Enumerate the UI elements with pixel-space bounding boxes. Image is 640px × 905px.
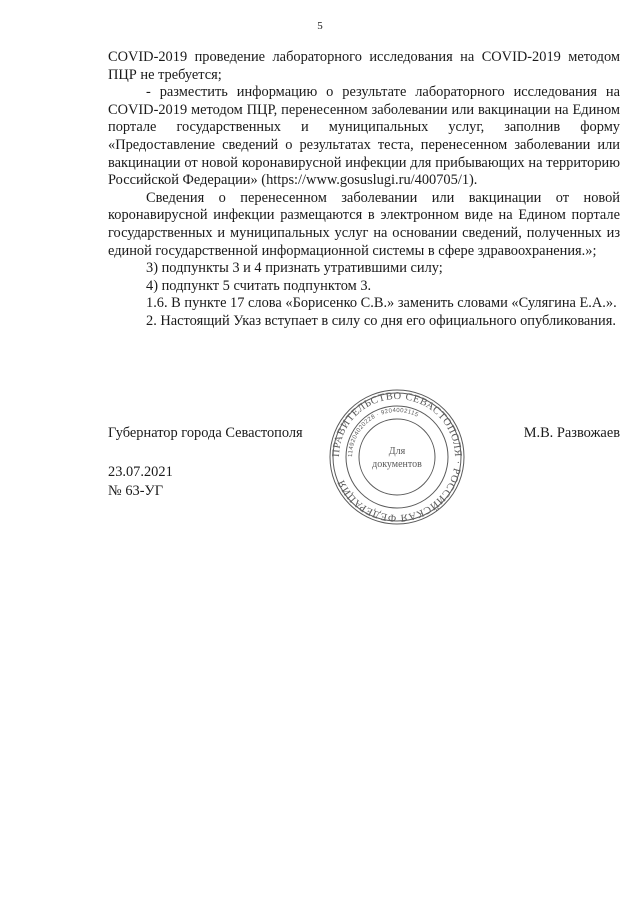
document-number: № 63-УГ xyxy=(108,483,164,499)
paragraph-subitem-3: 3) подпункты 3 и 4 признать утратившими силу; xyxy=(146,260,443,277)
seal-outer-text: ПРАВИТЕЛЬСТВО СЕВАСТОПОЛЯ · РОССИЙСКАЯ ФЕДЕРАЦИЯ xyxy=(330,390,464,524)
paragraph-post-info: - разместить информацию о результате лабораторного исследования на COVID-2019 методом ПЦР, перенесенном заболевании или вакцинации на Едином портале государственных и муниципальных услуг, заполнив форму «Предоставление сведений о результатах теста, перенесенном заболевании или вакцинации от новой коронавирусной инфекции для прибывающих на территорию Российской Федерации» (https://www.gosuslugi.ru/400705/1). xyxy=(108,84,620,189)
seal-middle-ring xyxy=(346,406,448,508)
paragraph-info-source: Сведения о перенесенном заболевании или вакцинации от новой коронавирусной инфекции размещаются в электронном виде на Едином портале государственных и муниципальных услуг на основании сведений, полученных из единой государственной информационной системы в сфере здравоохранения.»; xyxy=(108,189,620,259)
page-number: 5 xyxy=(317,20,323,32)
seal-center-line-1: Для xyxy=(388,446,406,457)
paragraph-item-2: 2. Настоящий Указ вступает в силу со дня его официального опубликования. xyxy=(146,312,616,329)
signatory-name: М.В. Развожаев xyxy=(523,425,620,441)
official-seal xyxy=(327,387,467,527)
seal-inner-text: 1149204020228 · 9204002115 xyxy=(347,407,420,458)
seal-inner-ring xyxy=(359,419,435,495)
document-date: 23.07.2021 xyxy=(108,464,173,480)
paragraph-continuation: COVID-2019 проведение лабораторного исследования на COVID-2019 методом ПЦР не требуется; xyxy=(108,49,620,83)
document-meta xyxy=(108,463,173,501)
signatory-title: Губернатор города Севастополя xyxy=(108,425,303,441)
paragraph-item-1-6: 1.6. В пункте 17 слова «Борисенко С.В.» заменить словами «Сулягина Е.А.». xyxy=(146,295,617,312)
paragraph-subitem-4: 4) подпункт 5 считать подпунктом 3. xyxy=(146,277,372,294)
document-body xyxy=(108,49,620,331)
seal-center-line-2: документов xyxy=(372,459,422,470)
